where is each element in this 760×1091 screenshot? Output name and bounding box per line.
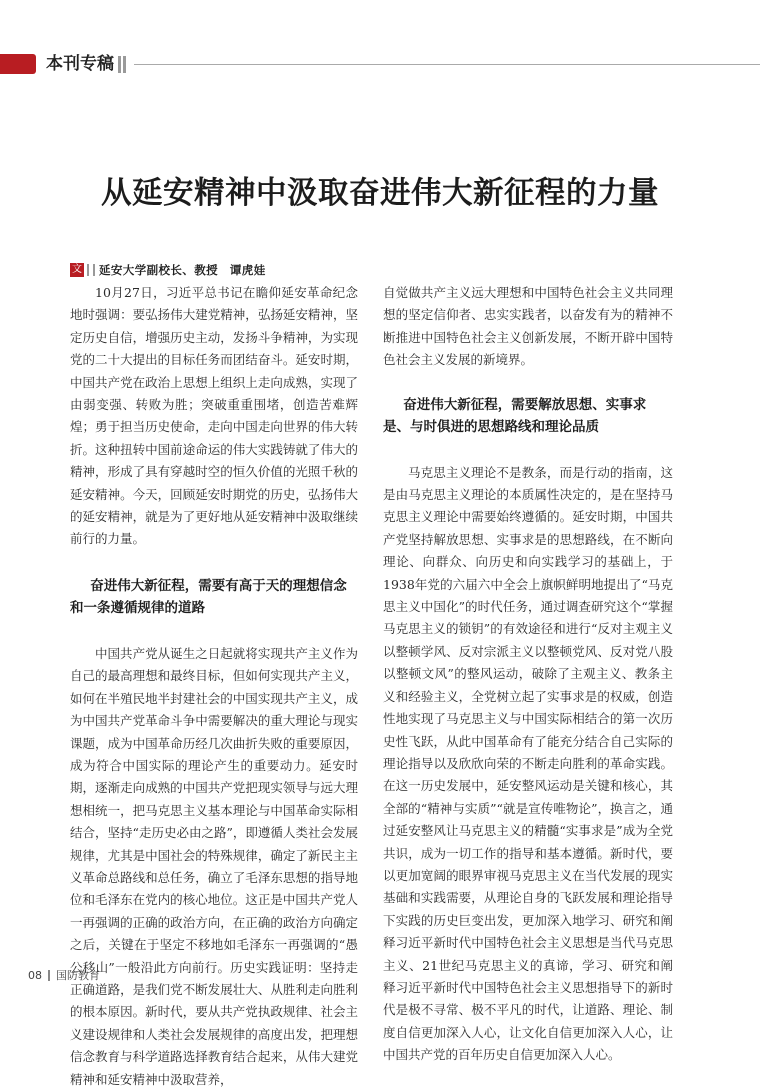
section-divider-bar bbox=[123, 56, 126, 73]
intro-paragraph: 10月27日，习近平总书记在瞻仰延安革命纪念地时强调：要弘扬伟大建党精神，弘扬延安精神，坚定历史自信，增强历史主动，发扬斗争精神，为实现党的二十大提出的目标任务而团结奋斗。延安时期，中国共产党在政治上思想上组织上走向成熟，实现了由弱变强、转败为胜；突破重重围堵，创造苦难辉煌；勇于担当历史使命，走向中国走向世界的伟大转折。这种扭转中国前途命运的伟大实践铸就了伟大的精神，形成了具有穿越时空的恒久价值的光照千秋的延安精神。今天，回顾延安时期党的历史，弘扬伟大的延安精神，就是为了更好地从延安精神中汲取继续前行的力量。 bbox=[70, 285, 358, 547]
divider-bars bbox=[87, 264, 95, 276]
continued-paragraph: 自觉做共产主义远大理想和中国特色社会主义共同理想的坚定信仰者、忠实实践者，以奋发有为的精神不断推进中国特色社会主义创新发展，不断开辟中国特色社会主义发展的新境界。 bbox=[383, 285, 673, 368]
text-badge: 文 bbox=[72, 264, 82, 275]
section-label: 本刊专稿 bbox=[46, 54, 114, 74]
magazine-name: 国防教育 bbox=[56, 969, 100, 982]
left-column bbox=[70, 282, 358, 1091]
header-rule bbox=[134, 64, 760, 65]
section-heading-2: 奋进伟大新征程，需要解放思想、实事求是、与时俱进的思想路线和理论品质 bbox=[383, 396, 647, 435]
page-number: 08 bbox=[28, 968, 42, 982]
right-column bbox=[383, 282, 673, 1067]
article-title: 从延安精神中汲取奋进伟大新征程的力量 bbox=[101, 176, 659, 211]
section-divider-bar bbox=[118, 56, 121, 73]
author-line bbox=[70, 262, 266, 278]
body-paragraph: 马克思主义理论不是教条，而是行动的指南，这是由马克思主义理论的本质属性决定的，是在坚持马克思主义理论中需要始终遵循的。延安时期，中国共产党坚持解放思想、实事求是的思想路线，在不断向理论、向群众、向历史和向实践学习的基础上，于1938年党的六届六中全会上旗帜鲜明地提出了“马克思主义中国化”的时代任务，通过调查研究这个“掌握马克思主义的锁钥”的有效途径和进行“反对主观主义以整顿学风、反对宗派主义以整顿党风、反对党八股以整顿文风”的整风运动，破除了主观主义、教条主义和经验主义，全党树立起了实事求是的权威，创造性地实现了马克思主义与中国实际相结合的第一次历史性飞跃，从此中国革命有了能充分结合自己实际的理论指导以及欣欣向荣的不断走向胜利的革命实践。在这一历史发展中，延安整风运动是关键和核心，其全部的“精神与实质”“就是宣传唯物论”，换言之，通过延安整风让马克思主义的精髓“实事求是”成为全党共识，成为一切工作的指导和基本遵循。新时代，要以更加宽阔的眼界审视马克思主义在当代发展的现实基础和实践需要，从理论自身的飞跃发展和理论指导下实践的历史巨变出发，更加深入地学习、研究和阐释习近平新时代中国特色社会主义思想是当代马克思主义、21世纪马克思主义的真谛，学习、研究和阐释习近平新时代中国特色社会主义思想指导下的新时代是极不寻常、极不平凡的时代，让道路、理论、制度自信更加深入人心，让文化自信更加深入人心，让中国共产党的百年历史自信更加深入人心。 bbox=[383, 464, 673, 1063]
page-footer bbox=[28, 968, 100, 982]
body-paragraph: 中国共产党从诞生之日起就将实现共产主义作为自己的最高理想和最终目标，但如何实现共产主义，如何在半殖民地半封建社会的中国实现共产主义，成为中国共产党革命斗争中需要解决的重大理论与现实课题，成为中国革命历经几次曲折失败的重要原因，成为符合中国实际的理论产生的重要动力。延安时期，逐渐走向成熟的中国共产党把现实领导与远大理想相统一，把马克思主义基本理论与中国革命实际相结合，坚持“走历史必由之路”，即遵循人类社会发展规律，尤其是中国社会的特殊规律，确定了新民主主义革命总路线和总任务，确立了毛泽东思想的指导地位和毛泽东在党内的核心地位。这正是中国共产党人一再强调的正确的政治方向，在正确的政治方向确定之后，关键在于坚定不移地如毛泽东一再强调的“愚公移山”一般沿此方向前行。历史实践证明：坚持走正确道路，是我们党不断发展壮大、从胜利走向胜利的根本原因。新时代，要从共产党执政规律、社会主义建设规律和人类社会发展规律的高度出发，把理想信念教育与科学道路选择教育结合起来，从伟大建党精神和延安精神中汲取营养， bbox=[70, 645, 358, 1087]
footer-divider bbox=[48, 970, 50, 981]
section-tab-marker bbox=[0, 54, 36, 74]
section-heading-1: 奋进伟大新征程，需要有高于天的理想信念和一条遵循规律的道路 bbox=[70, 577, 347, 616]
author-byline: 延安大学副校长、教授 谭虎娃 bbox=[99, 263, 266, 277]
